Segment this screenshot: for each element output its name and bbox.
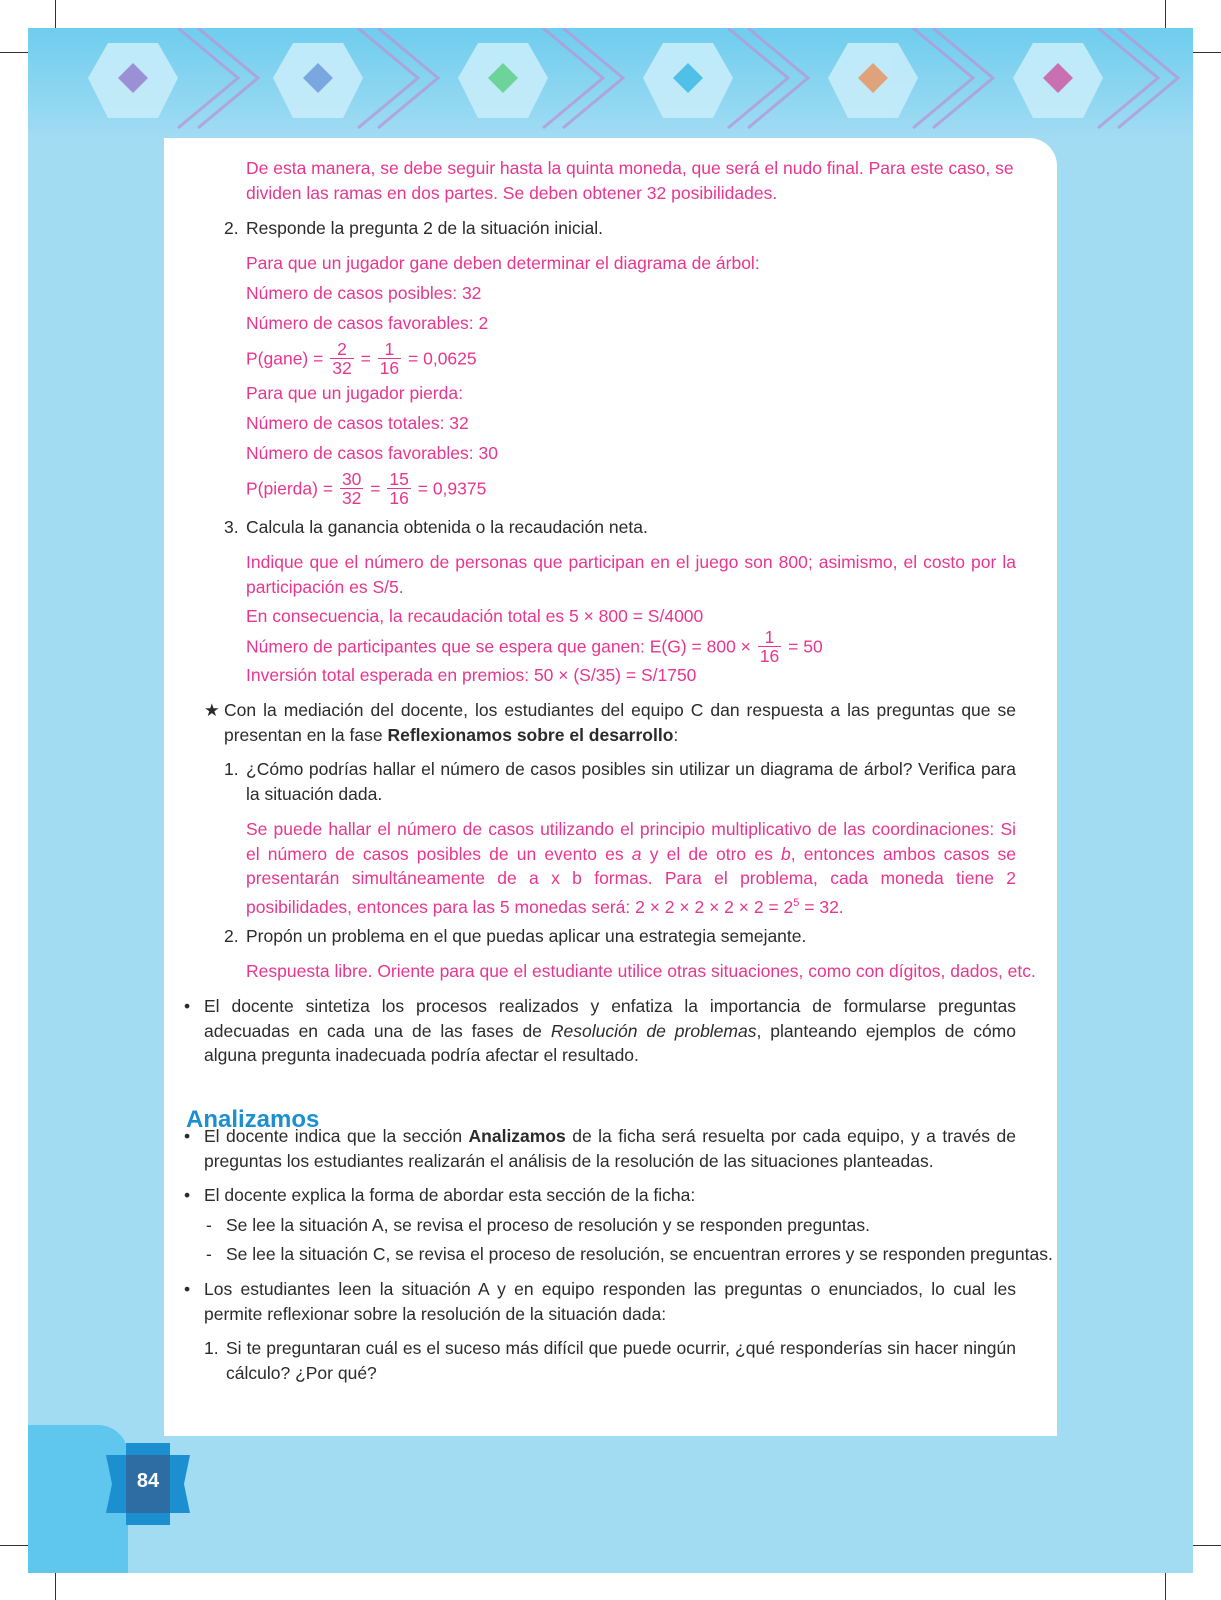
text-run: El docente indica que la sección bbox=[204, 1126, 463, 1146]
section-heading: Analizamos bbox=[186, 1106, 320, 1133]
equals-sign: = bbox=[360, 348, 371, 369]
denominator: 16 bbox=[379, 358, 400, 378]
list-number: 2. bbox=[224, 218, 239, 238]
page-number: 84 bbox=[136, 1470, 160, 1492]
text-run: Se puede hallar el número de casos utilizando el principio multiplicativo de las coordinaciones: Si el número de casos posibles de un evento es bbox=[246, 819, 1016, 864]
crop-mark bbox=[0, 1545, 28, 1546]
formula-result: = 0,9375 bbox=[417, 478, 487, 499]
paragraph-tree-note: De esta manera, se debe seguir hasta la quinta moneda, que será el nudo final. Para este caso, se dividen las ramas en dos partes. Se deben obtener 32 posibilidades. bbox=[246, 158, 1014, 203]
list-number: 1. bbox=[224, 759, 239, 779]
reflection-question-1: ¿Cómo podrías hallar el número de casos posibles sin utilizar un diagrama de árbol? Verifica para la situación dada. bbox=[246, 759, 1016, 804]
analysis-question-1: Si te preguntaran cuál es el suceso más difícil que puede ocurrir, ¿qué responderías sin hacer ningún cálculo? ¿Por qué? bbox=[226, 1338, 1016, 1383]
crop-mark bbox=[0, 52, 28, 53]
expected-winners-formula bbox=[246, 628, 823, 665]
answer-paragraph: Indique que el número de personas que participan en el juego son 800; asimismo, el costo por la participación es S/5. bbox=[246, 552, 1016, 597]
answer-line: Número de casos favorables: 30 bbox=[246, 443, 498, 463]
numerator: 1 bbox=[758, 628, 781, 647]
reflection-answer-1 bbox=[246, 817, 1016, 919]
bullet: • bbox=[184, 1126, 191, 1146]
text-run: El docente sintetiza los procesos realizados y enfatiza la importancia de formularse preguntas adecuadas en cada una de las fases de bbox=[204, 996, 1016, 1041]
denominator: 16 bbox=[759, 646, 780, 666]
italic-variable: b bbox=[781, 843, 791, 864]
star-icon: ★ bbox=[204, 700, 220, 720]
answer-line: Para que un jugador gane deben determinar el diagrama de árbol: bbox=[246, 253, 760, 273]
crop-mark bbox=[55, 0, 56, 30]
list-number: 1. bbox=[204, 1338, 219, 1358]
decorative-band bbox=[28, 28, 1193, 140]
italic-phrase: Resolución de problemas bbox=[550, 1020, 757, 1041]
answer-line: Número de casos totales: 32 bbox=[246, 413, 469, 433]
denominator: 32 bbox=[332, 358, 352, 378]
crop-mark bbox=[1193, 1545, 1221, 1546]
dash: - bbox=[206, 1244, 212, 1264]
probability-lose-formula bbox=[246, 470, 486, 507]
fraction bbox=[378, 340, 401, 377]
crop-mark bbox=[1193, 52, 1221, 53]
numerator: 30 bbox=[341, 469, 362, 489]
teacher-synthesis-paragraph bbox=[204, 994, 1016, 1068]
bold-section-name: Analizamos bbox=[468, 1126, 566, 1146]
fraction bbox=[340, 470, 363, 507]
sub-item: Se lee la situación A, se revisa el proceso de resolución y se responden preguntas. bbox=[226, 1215, 870, 1235]
question-3: Calcula la ganancia obtenida o la recaudación neta. bbox=[246, 517, 648, 537]
formula-label: P(pierda) = bbox=[246, 478, 334, 499]
answer-line: Número de casos favorables: 2 bbox=[246, 313, 489, 333]
text-run: : bbox=[673, 724, 679, 745]
numerator: 2 bbox=[330, 340, 353, 359]
dash: - bbox=[206, 1215, 212, 1235]
italic-variable: a bbox=[631, 843, 642, 864]
sub-item: Se lee la situación C, se revisa el proceso de resolución, se encuentran errores y se responden preguntas. bbox=[226, 1244, 1053, 1264]
answer-line: Número de casos posibles: 32 bbox=[246, 283, 482, 303]
bullet: • bbox=[184, 1279, 191, 1299]
instruction-paragraph: Los estudiantes leen la situación A y en equipo responden las preguntas o enunciados, lo cual les permite reflexionar sobre la resolución de la situación dada: bbox=[204, 1279, 1016, 1324]
analizamos-paragraph bbox=[204, 1124, 1016, 1173]
text-run: Con la mediación del docente, los estudiantes del equipo C dan respuesta a las preguntas que se presentan en la fase bbox=[224, 700, 1016, 745]
pattern-graphic bbox=[28, 28, 1193, 140]
formula-label: Número de participantes que se espera que ganen: E(G) = 800 × bbox=[246, 636, 751, 657]
probability-win-formula bbox=[246, 340, 477, 377]
text-run: de la ficha será resuelta por cada equipo, y a través de preguntas los estudiantes realizarán el análisis de la resolución de las situaciones planteadas. bbox=[204, 1126, 1016, 1171]
bullet: • bbox=[184, 996, 191, 1016]
formula-result: = 50 bbox=[788, 636, 823, 657]
answer-line: Inversión total esperada en premios: 50 × (S/35) = S/1750 bbox=[246, 665, 697, 685]
reflection-question-2: Propón un problema en el que puedas aplicar una estrategia semejante. bbox=[246, 926, 807, 946]
star-paragraph bbox=[224, 698, 1016, 747]
text-run: , planteando ejemplos de cómo alguna pregunta inadecuada podría afectar el resultado. bbox=[204, 1020, 1016, 1065]
crop-mark bbox=[1165, 0, 1166, 30]
list-number: 3. bbox=[224, 517, 239, 537]
text-run: y el de otro es bbox=[649, 843, 773, 864]
formula-result: = 0,0625 bbox=[408, 348, 477, 369]
fraction bbox=[387, 470, 410, 507]
fraction bbox=[758, 628, 781, 665]
formula-label: P(gane) = bbox=[246, 348, 324, 369]
exponent: 5 bbox=[793, 896, 800, 909]
crop-mark bbox=[55, 1573, 56, 1600]
fraction bbox=[330, 340, 353, 377]
numerator: 15 bbox=[389, 469, 409, 489]
bold-phase-name: Reflexionamos sobre el desarrollo bbox=[387, 724, 674, 745]
instruction-paragraph: El docente explica la forma de abordar esta sección de la ficha: bbox=[204, 1185, 696, 1205]
equals-sign: = bbox=[370, 478, 381, 499]
denominator: 32 bbox=[341, 488, 362, 508]
numerator: 1 bbox=[378, 340, 401, 359]
list-number: 2. bbox=[224, 926, 239, 946]
answer-line: En consecuencia, la recaudación total es 5 × 800 = S/4000 bbox=[246, 606, 704, 626]
crop-mark bbox=[1165, 1573, 1166, 1600]
reflection-answer-2: Respuesta libre. Oriente para que el estudiante utilice otras situaciones, como con dígitos, dados, etc. bbox=[246, 961, 1036, 981]
text-run: , entonces ambos casos se presentarán simultáneamente de a x b formas. Para el problema, cada moneda tiene 2 posibilidades, entonces para las 5 monedas será: 2 × 2 × 2 × 2 × 2 = 2 bbox=[246, 843, 1016, 917]
bullet: • bbox=[184, 1185, 191, 1205]
answer-line: Para que un jugador pierda: bbox=[246, 383, 463, 403]
denominator: 16 bbox=[389, 488, 409, 508]
question-2: Responde la pregunta 2 de la situación inicial. bbox=[246, 218, 604, 238]
text-run: = 32. bbox=[804, 896, 844, 917]
